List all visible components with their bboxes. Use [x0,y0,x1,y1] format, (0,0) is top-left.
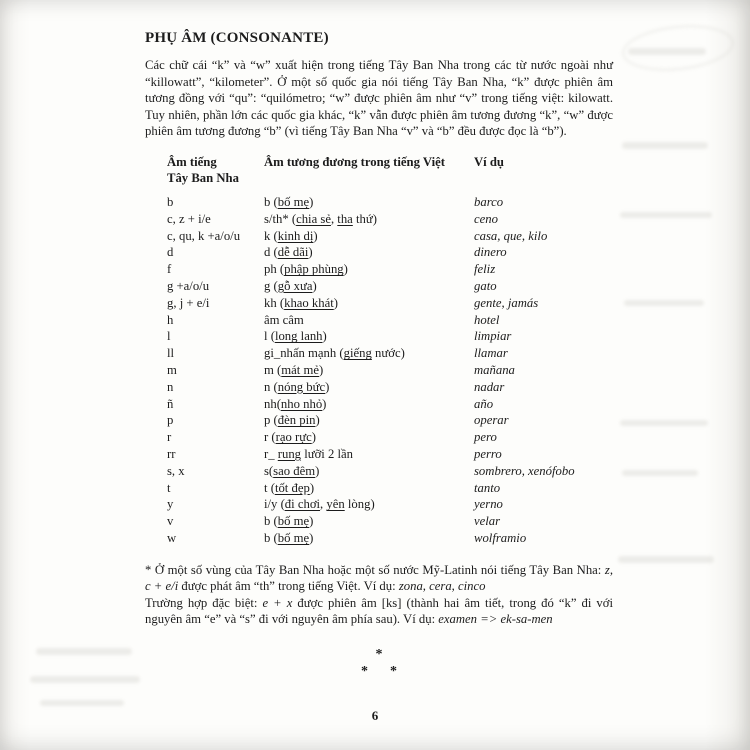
intro-paragraph: Các chữ cái “k” và “w” xuất hiện trong tiếng Tây Ban Nha trong các từ nước ngoài như “killowatt”, “kilometer”. Ở một số quốc gia nói tiếng Tây Ban Nha, “k” được phiên âm tương đồng với “qu”: “quilómetro; “w” được phiên âm như “v” trong tiếng việt: kilowatt. Tuy nhiên, phần lớn các quốc gia khác, “k” vẫn được phiên âm tương đương “k”, “w” được phiên âm tương đương “b” (vì tiếng Tây Ban Nha “v” và “b” đều được đọc là “b”). [145,58,613,138]
table-row [167,530,575,547]
vietnamese-equivalent: gi_nhấn mạnh (giếng nước) [264,346,405,361]
header-spanish-sound: Âm tiếng Tây Ban Nha [167,154,239,186]
example-word: pero [474,430,497,445]
header-example: Ví dụ [474,154,504,169]
vietnamese-equivalent: n (nóng bức) [264,379,330,394]
vietnamese-equivalent: p (đèn pin) [264,413,320,428]
bleed-through-artifact [40,700,124,706]
spanish-letter: t [167,480,171,495]
table-row [167,312,575,329]
page-title: PHỤ ÂM (CONSONANTE) [145,30,329,46]
example-word: operar [474,413,509,428]
vietnamese-equivalent: m (mát mẻ) [264,363,324,378]
spanish-letter: w [167,531,177,546]
spanish-letter: d [167,245,174,260]
vietnamese-equivalent: b (bố mẹ) [264,514,314,529]
table-row [167,446,575,463]
example-word: dinero [474,245,507,260]
bleed-through-artifact [30,676,140,683]
example-word: nadar [474,379,505,394]
vietnamese-equivalent: r_ rung lưỡi 2 lần [264,447,354,462]
example-word: sombrero, xenófobo [474,463,575,478]
table-row [167,496,575,513]
table-row [167,328,575,345]
vietnamese-equivalent: g (gỗ xưa) [264,279,317,294]
footnote-2: Trường hợp đặc biệt: e + x được phiên âm [ks] (thành hai âm tiết, trong đó “k” đi với nguyên âm “e” và “s” đi với nguyên âm phía sau). Ví dụ: examen => ek-sa-men [145,595,614,627]
bleed-through-artifact [620,212,712,218]
table-row [167,513,575,530]
vietnamese-equivalent: b (bố mẹ) [264,195,314,210]
spanish-letter: s, x [167,463,185,478]
spanish-letter: h [167,312,174,327]
table-row [167,278,575,295]
vietnamese-equivalent: l (long lanh) [264,329,327,344]
table-row [167,480,575,497]
table-row [167,362,575,379]
asterisk-row-1 [145,646,613,663]
table-row [167,228,575,245]
table-row [167,412,575,429]
bleed-through-artifact [624,300,704,306]
table-row [167,463,575,480]
asterisk-row-2 [145,663,613,680]
header-vietnamese-equivalent: Âm tương đương trong tiếng Việt [264,154,445,169]
spanish-letter: m [167,363,177,378]
bleed-through-artifact [628,48,706,55]
spanish-letter: ñ [167,396,174,411]
spanish-letter: g +a/o/u [167,279,210,294]
vietnamese-equivalent: kh (khao khát) [264,295,339,310]
table-row [167,396,575,413]
vietnamese-equivalent: âm câm [264,312,304,327]
spanish-letter: v [167,514,174,529]
example-word: gente, jamás [474,295,539,310]
bleed-through-artifact [618,556,714,563]
page-number: 6 [371,708,379,723]
table-row [167,345,575,362]
spanish-letter: b [167,195,174,210]
consonant-table [167,154,575,547]
spanish-letter: n [167,379,174,394]
asterisk: * [361,663,368,679]
page-content [145,30,613,680]
vietnamese-equivalent: b (bố mẹ) [264,531,314,546]
vietnamese-equivalent: t (tốt đẹp) [264,480,315,495]
vietnamese-equivalent: s(sao đêm) [264,463,320,478]
bleed-through-artifact [36,648,132,655]
consonant-table-body [167,194,575,547]
bleed-through-artifact [620,420,708,426]
spanish-letter: c, qu, k +a/o/u [167,228,241,243]
table-row [167,194,575,211]
vietnamese-equivalent: s/th* (chia sẻ, tha thứ) [264,211,377,226]
example-word: mañana [474,363,515,378]
spanish-letter: c, z + i/e [167,211,211,226]
example-word: yerno [474,497,503,512]
example-word: llamar [474,346,508,361]
example-word: feliz [474,262,496,277]
vietnamese-equivalent: nh(nho nhỏ) [264,396,327,411]
bleed-through-artifact [622,470,698,476]
footnote-1: * Ở một số vùng của Tây Ban Nha hoặc một số nước Mỹ-Latinh nói tiếng Tây Ban Nha: z, c + e/i được phát âm “th” trong tiếng Việt. Ví dụ: zona, cera, cinco [145,562,613,594]
example-word: barco [474,195,504,210]
vietnamese-equivalent: r (rạo rực) [264,430,316,445]
table-row [167,295,575,312]
asterisk: * [390,663,397,679]
table-row [167,244,575,261]
example-word: gato [474,279,497,294]
footnotes [145,562,613,628]
table-row [167,261,575,278]
example-word: año [474,396,494,411]
example-word: tanto [474,480,501,495]
bleed-through-artifact [622,142,708,149]
spanish-letter: y [167,497,174,512]
vietnamese-equivalent: ph (phập phùng) [264,262,348,277]
example-word: wolframio [474,531,527,546]
vietnamese-equivalent: k (kinh dị) [264,228,318,243]
table-row [167,379,575,396]
spanish-letter: f [167,262,172,277]
table-row [167,429,575,446]
table-row [167,211,575,228]
consonant-table-header [167,154,575,195]
asterisk: * [375,646,383,662]
spanish-letter: ll [167,346,175,361]
spanish-letter: g, j + e/i [167,295,210,310]
example-word: hotel [474,312,500,327]
vietnamese-equivalent: i/y (đi chơi, yên lòng) [264,497,375,512]
spanish-letter: r [167,430,172,445]
example-word: ceno [474,211,498,226]
spanish-letter: rr [167,447,176,462]
example-word: casa, que, kilo [474,228,548,243]
example-word: limpiar [474,329,512,344]
example-word: perro [474,447,502,462]
spanish-letter: p [167,413,174,428]
separator-asterisks [145,646,613,680]
vietnamese-equivalent: d (dễ dãi) [264,245,313,260]
spanish-letter: l [167,329,171,344]
example-word: velar [474,514,501,529]
